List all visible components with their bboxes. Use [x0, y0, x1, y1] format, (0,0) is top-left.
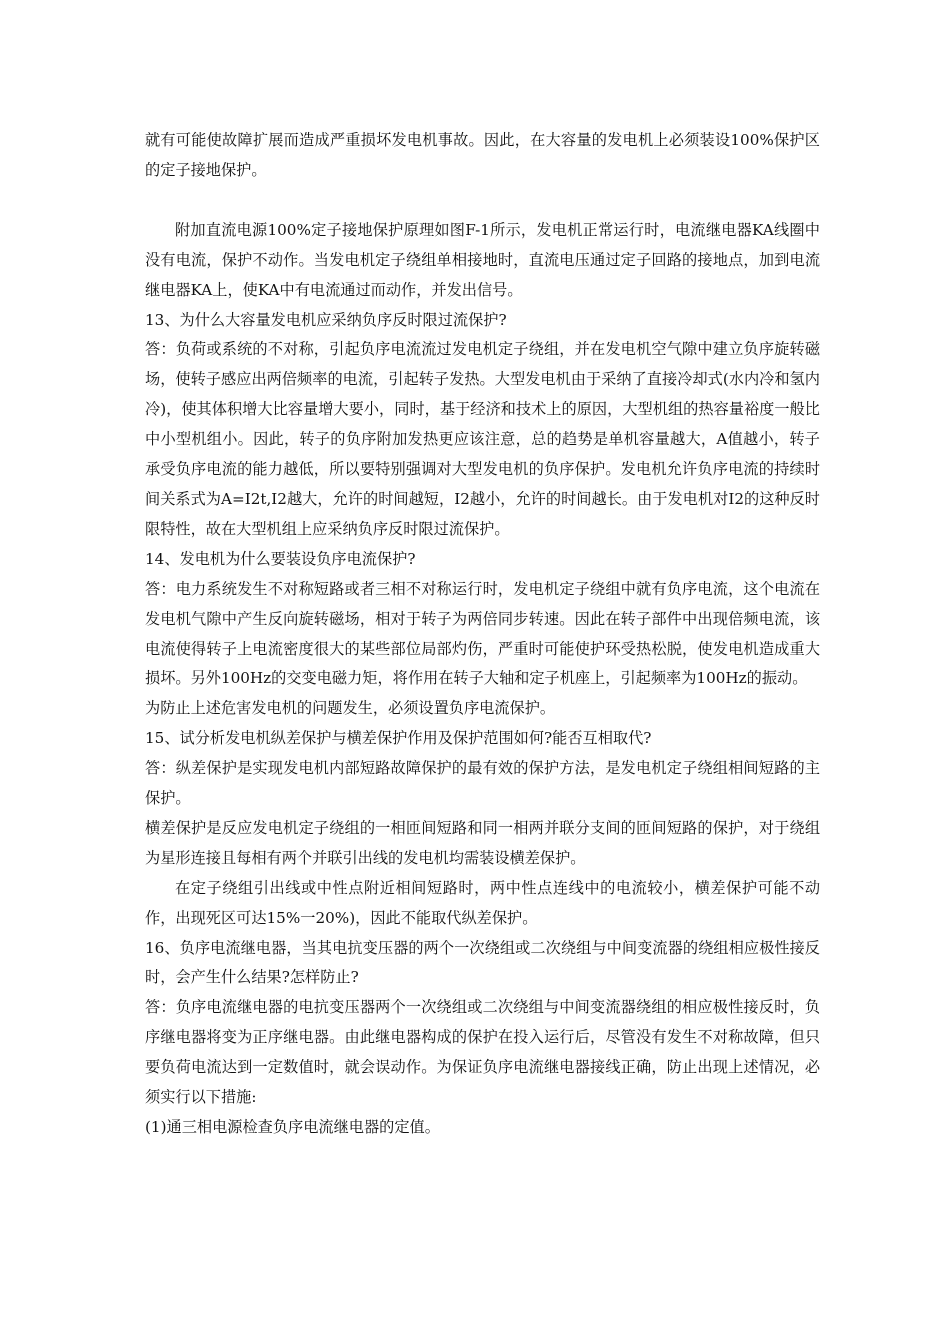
- answer-15-deadzone: 在定子绕组引出线或中性点附近相间短路时，两中性点连线中的电流较小，横差保护可能不动作，出现死区可达15%一20%)，因此不能取代纵差保护。: [145, 878, 820, 927]
- answer-15: 答：纵差保护是实现发电机内部短路故障保护的最有效的保护方法，是发电机定子绕组相间短路的主保护。: [145, 759, 820, 808]
- answer-14: 答：电力系统发生不对称短路或者三相不对称运行时，发电机定子绕组中就有负序电流，这个电流在发电机气隙中产生反向旋转磁场，相对于转子为两倍同步转速。因此在转子部件中出现倍频电流，该电流使得转子上电流密度很大的某些部位局部灼伤，严重时可能使护环受热松脱，使发电机造成重大损坏。另外100Hz的交变电磁力矩，将作用在转子大轴和定子机座上，引起频率为100Hz的振动。: [145, 579, 820, 688]
- document-page: [145, 126, 820, 1143]
- answer-16: 答：负序电流继电器的电抗变压器两个一次绕组或二次绕组与中间变流器绕组的相应极性接反时，负序继电器将变为正序继电器。由此继电器构成的保护在投入运行后，尽管没有发生不对称故障，但只要负荷电流达到一定数值时，就会误动作。为保证负序电流继电器接线正确，防止出现上述情况，必须实行以下措施:: [145, 998, 820, 1107]
- question-15: 15、试分析发电机纵差保护与横差保护作用及保护范围如何?能否互相取代?: [145, 729, 652, 748]
- answer-15-transverse: 横差保护是反应发电机定子绕组的一相匝间短路和同一相两并联分支间的匝间短路的保护，对于绕组为星形连接且每相有两个并联引出线的发电机均需装设横差保护。: [145, 818, 820, 867]
- paragraph-continuation: 就有可能使故障扩展而造成严重损坏发电机事故。因此，在大容量的发电机上必须装设100%保护区的定子接地保护。: [145, 131, 820, 179]
- paragraph-dc-ground-protection: 附加直流电源100%定子接地保护原理如图F-1所示，发电机正常运行时，电流继电器KA线圈中没有电流，保护不动作。当发电机定子绕组单相接地时，直流电压通过定子回路的接地点，加到电流继电器KA上，使KA中有电流通过而动作，并发出信号。: [145, 220, 820, 299]
- answer-16-measure-1: (1)通三相电源检查负序电流继电器的定值。: [145, 1118, 440, 1136]
- question-13: 13、为什么大容量发电机应采纳负序反时限过流保护?: [145, 310, 507, 329]
- answer-13: 答：负荷或系统的不对称，引起负序电流流过发电机定子绕组，并在发电机空气隙中建立负序旋转磁场，使转子感应出两倍频率的电流，引起转子发热。大型发电机由于采纳了直接冷却式(水内冷和氢内冷)，使其体积增大比容量增大要小，同时，基于经济和技术上的原因，大型机组的热容量裕度一般比中小型机组小。因此，转子的负序附加发热更应该注意，总的趋势是单机容量越大，A值越小，转子承受负序电流的能力越低，所以要特别强调对大型发电机的负序保护。发电机允许负序电流的持续时间关系式为A=I2t,I2越大，允许的时间越短，I2越小，允许的时间越长。由于发电机对I2的这种反时限特性，故在大型机组上应采纳负序反时限过流保护。: [145, 340, 820, 538]
- question-14: 14、发电机为什么要装设负序电流保护?: [145, 549, 416, 568]
- answer-14-conclusion: 为防止上述危害发电机的问题发生，必须设置负序电流保护。: [145, 699, 556, 718]
- question-16: 16、负序电流继电器，当其电抗变压器的两个一次绕组或二次绕组与中间变流器的绕组相应极性接反时，会产生什么结果?怎样防止?: [145, 938, 820, 987]
